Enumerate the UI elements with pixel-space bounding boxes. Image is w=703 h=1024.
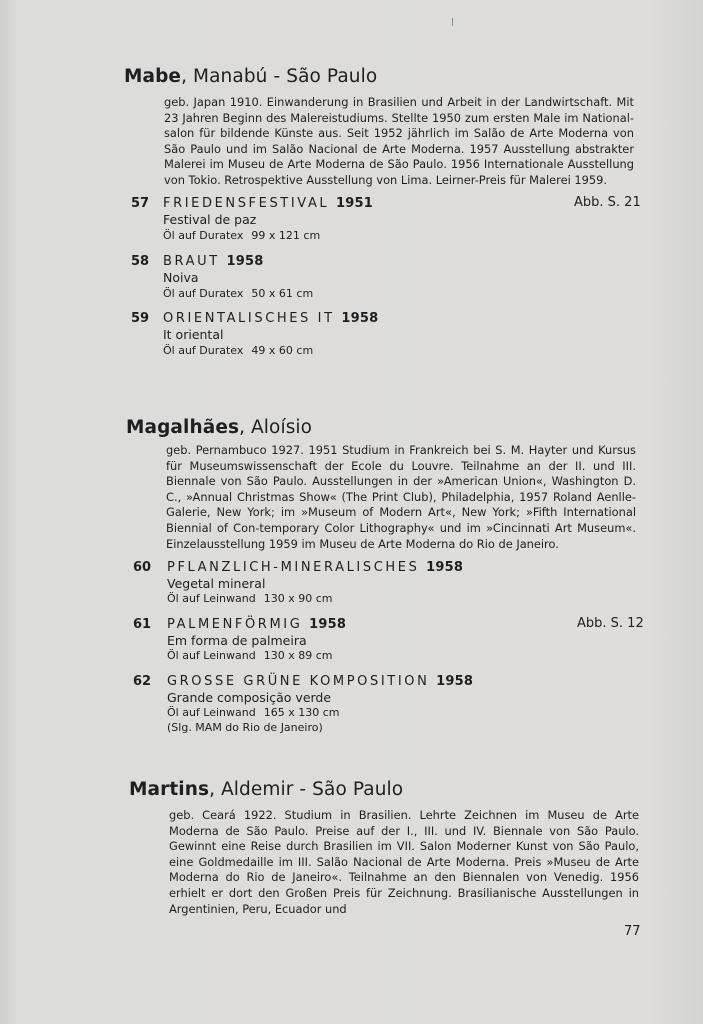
work-year: 1958	[309, 617, 347, 632]
work-size: 50 x 61 cm	[251, 287, 314, 300]
work-year: 1958	[426, 560, 464, 575]
page-number: 77	[624, 924, 641, 939]
work-title: PFLANZLICH-MINERALISCHES	[167, 560, 420, 575]
work-size: 130 x 89 cm	[263, 649, 333, 662]
work-title-line	[167, 674, 473, 689]
work-medium-line	[167, 592, 332, 605]
artist-bio-martins: geb. Ceará 1922. Studium in Brasilien. Lehrte Zeichnen im Museu de Arte Moderna de São Paulo. Preise auf der I., III. und IV. Biennale von São Paulo. Gewinnt eine Reise durch Brasilien im VII. Salon Moderner Kunst von São Paulo, eine Goldmedaille im III. Salão Nacional de Arte Moderna. Preis »Museu de Arte Moderna do Rio de Janeiro«. Teilnahme an den Biennalen von Venedig. 1956 erhielt er dort den Großen Preis für Zeichnung. Brasilianische Ausstellungen in Argentinien, Peru, Ecuador und	[169, 808, 639, 916]
work-translation: Vegetal mineral	[167, 576, 266, 591]
work-title: PALMENFÖRMIG	[167, 617, 303, 632]
artist-surname: Mabe	[124, 66, 182, 87]
work-medium-line	[167, 706, 339, 719]
artist-name-rest: , Manabú - São Paulo	[181, 66, 378, 87]
work-medium: Öl auf Leinwand	[167, 649, 256, 662]
artist-name-rest: , Aloísio	[239, 417, 313, 438]
work-size: 99 x 121 cm	[251, 229, 321, 242]
artist-surname: Magalhães	[126, 417, 240, 438]
work-number: 60	[133, 560, 152, 575]
work-medium: Öl auf Duratex	[163, 344, 244, 357]
work-number: 59	[131, 311, 150, 326]
work-size: 49 x 60 cm	[251, 344, 314, 357]
work-medium: Öl auf Duratex	[163, 229, 244, 242]
artist-name-rest: , Aldemir - São Paulo	[209, 779, 404, 800]
artist-heading-mabe	[124, 66, 377, 87]
work-collection: (Slg. MAM do Rio de Janeiro)	[167, 721, 323, 734]
work-translation: Festival de paz	[163, 212, 257, 227]
artist-bio-magalhaes: geb. Pernambuco 1927. 1951 Studium in Frankreich bei S. M. Hayter und Kursus für Museumswissenschaft der Ecole du Louvre. Teilnahme an der II. und III. Biennale von São Paulo. Ausstellungen in der »American Union«, Washington D. C., »Annual Christmas Show« (The Print Club), Philadelphia, 1957 Roland Aenlle-Galerie, New York; im »Museum of Modern Art«, New York; »Fifth International Biennial of Con-temporary Color Lithography« und im »Cincinnati Art Museum«. Einzelausstellung 1959 im Museu de Arte Moderna do Rio de Janeiro.	[166, 443, 636, 551]
work-medium: Öl auf Leinwand	[167, 706, 256, 719]
work-title-line	[167, 560, 463, 575]
work-medium-line	[163, 229, 320, 242]
work-number: 61	[133, 617, 152, 632]
work-year: 1951	[336, 196, 373, 211]
work-medium-line	[163, 287, 313, 300]
artist-heading-magalhaes	[126, 417, 312, 438]
work-title-line	[163, 311, 378, 326]
work-translation: Grande composição verde	[167, 690, 332, 705]
work-medium-line	[167, 649, 332, 662]
work-title: ORIENTALISCHES IT	[163, 311, 335, 326]
work-year: 1958	[436, 674, 474, 689]
work-translation: Em forma de palmeira	[167, 633, 307, 648]
work-medium: Öl auf Leinwand	[167, 592, 256, 605]
work-title: FRIEDENSFESTIVAL	[163, 196, 330, 211]
work-reference-57: Abb. S. 21	[574, 195, 641, 210]
work-year: 1958	[341, 311, 379, 326]
work-number: 57	[131, 196, 150, 211]
work-year: 1958	[226, 254, 264, 269]
work-title-line	[163, 254, 264, 269]
work-translation: Noiva	[163, 270, 199, 285]
artist-bio-mabe: geb. Japan 1910. Einwanderung in Brasilien und Arbeit in der Landwirtschaft. Mit 23 Jahren Beginn des Malereistudiums. Stellte 1950 zum ersten Male im National-salon für bildende Künste aus. Seit 1952 jährlich im Salão de Arte Moderna von São Paulo und im Salão Nacional de Arte Moderna. 1957 Ausstellung abstrakter Malerei im Museu de Arte Moderna de São Paulo. 1956 Internationale Ausstellung von Tokio. Retrospektive Ausstellung von Lima. Leirner-Preis für Malerei 1959.	[164, 95, 634, 187]
page-mark	[452, 18, 453, 26]
work-title: GROSSE GRÜNE KOMPOSITION	[167, 674, 430, 689]
work-number: 58	[131, 254, 150, 269]
work-size: 165 x 130 cm	[263, 706, 340, 719]
work-medium: Öl auf Duratex	[163, 287, 244, 300]
artist-heading-martins	[129, 779, 403, 800]
work-reference-61: Abb. S. 12	[577, 616, 644, 631]
work-title: BRAUT	[163, 254, 220, 269]
work-title-line	[163, 196, 373, 211]
work-number: 62	[133, 674, 152, 689]
work-medium-line	[163, 344, 313, 357]
work-title-line	[167, 617, 346, 632]
work-translation: It oriental	[163, 327, 224, 342]
work-size: 130 x 90 cm	[263, 592, 333, 605]
artist-surname: Martins	[129, 779, 210, 800]
